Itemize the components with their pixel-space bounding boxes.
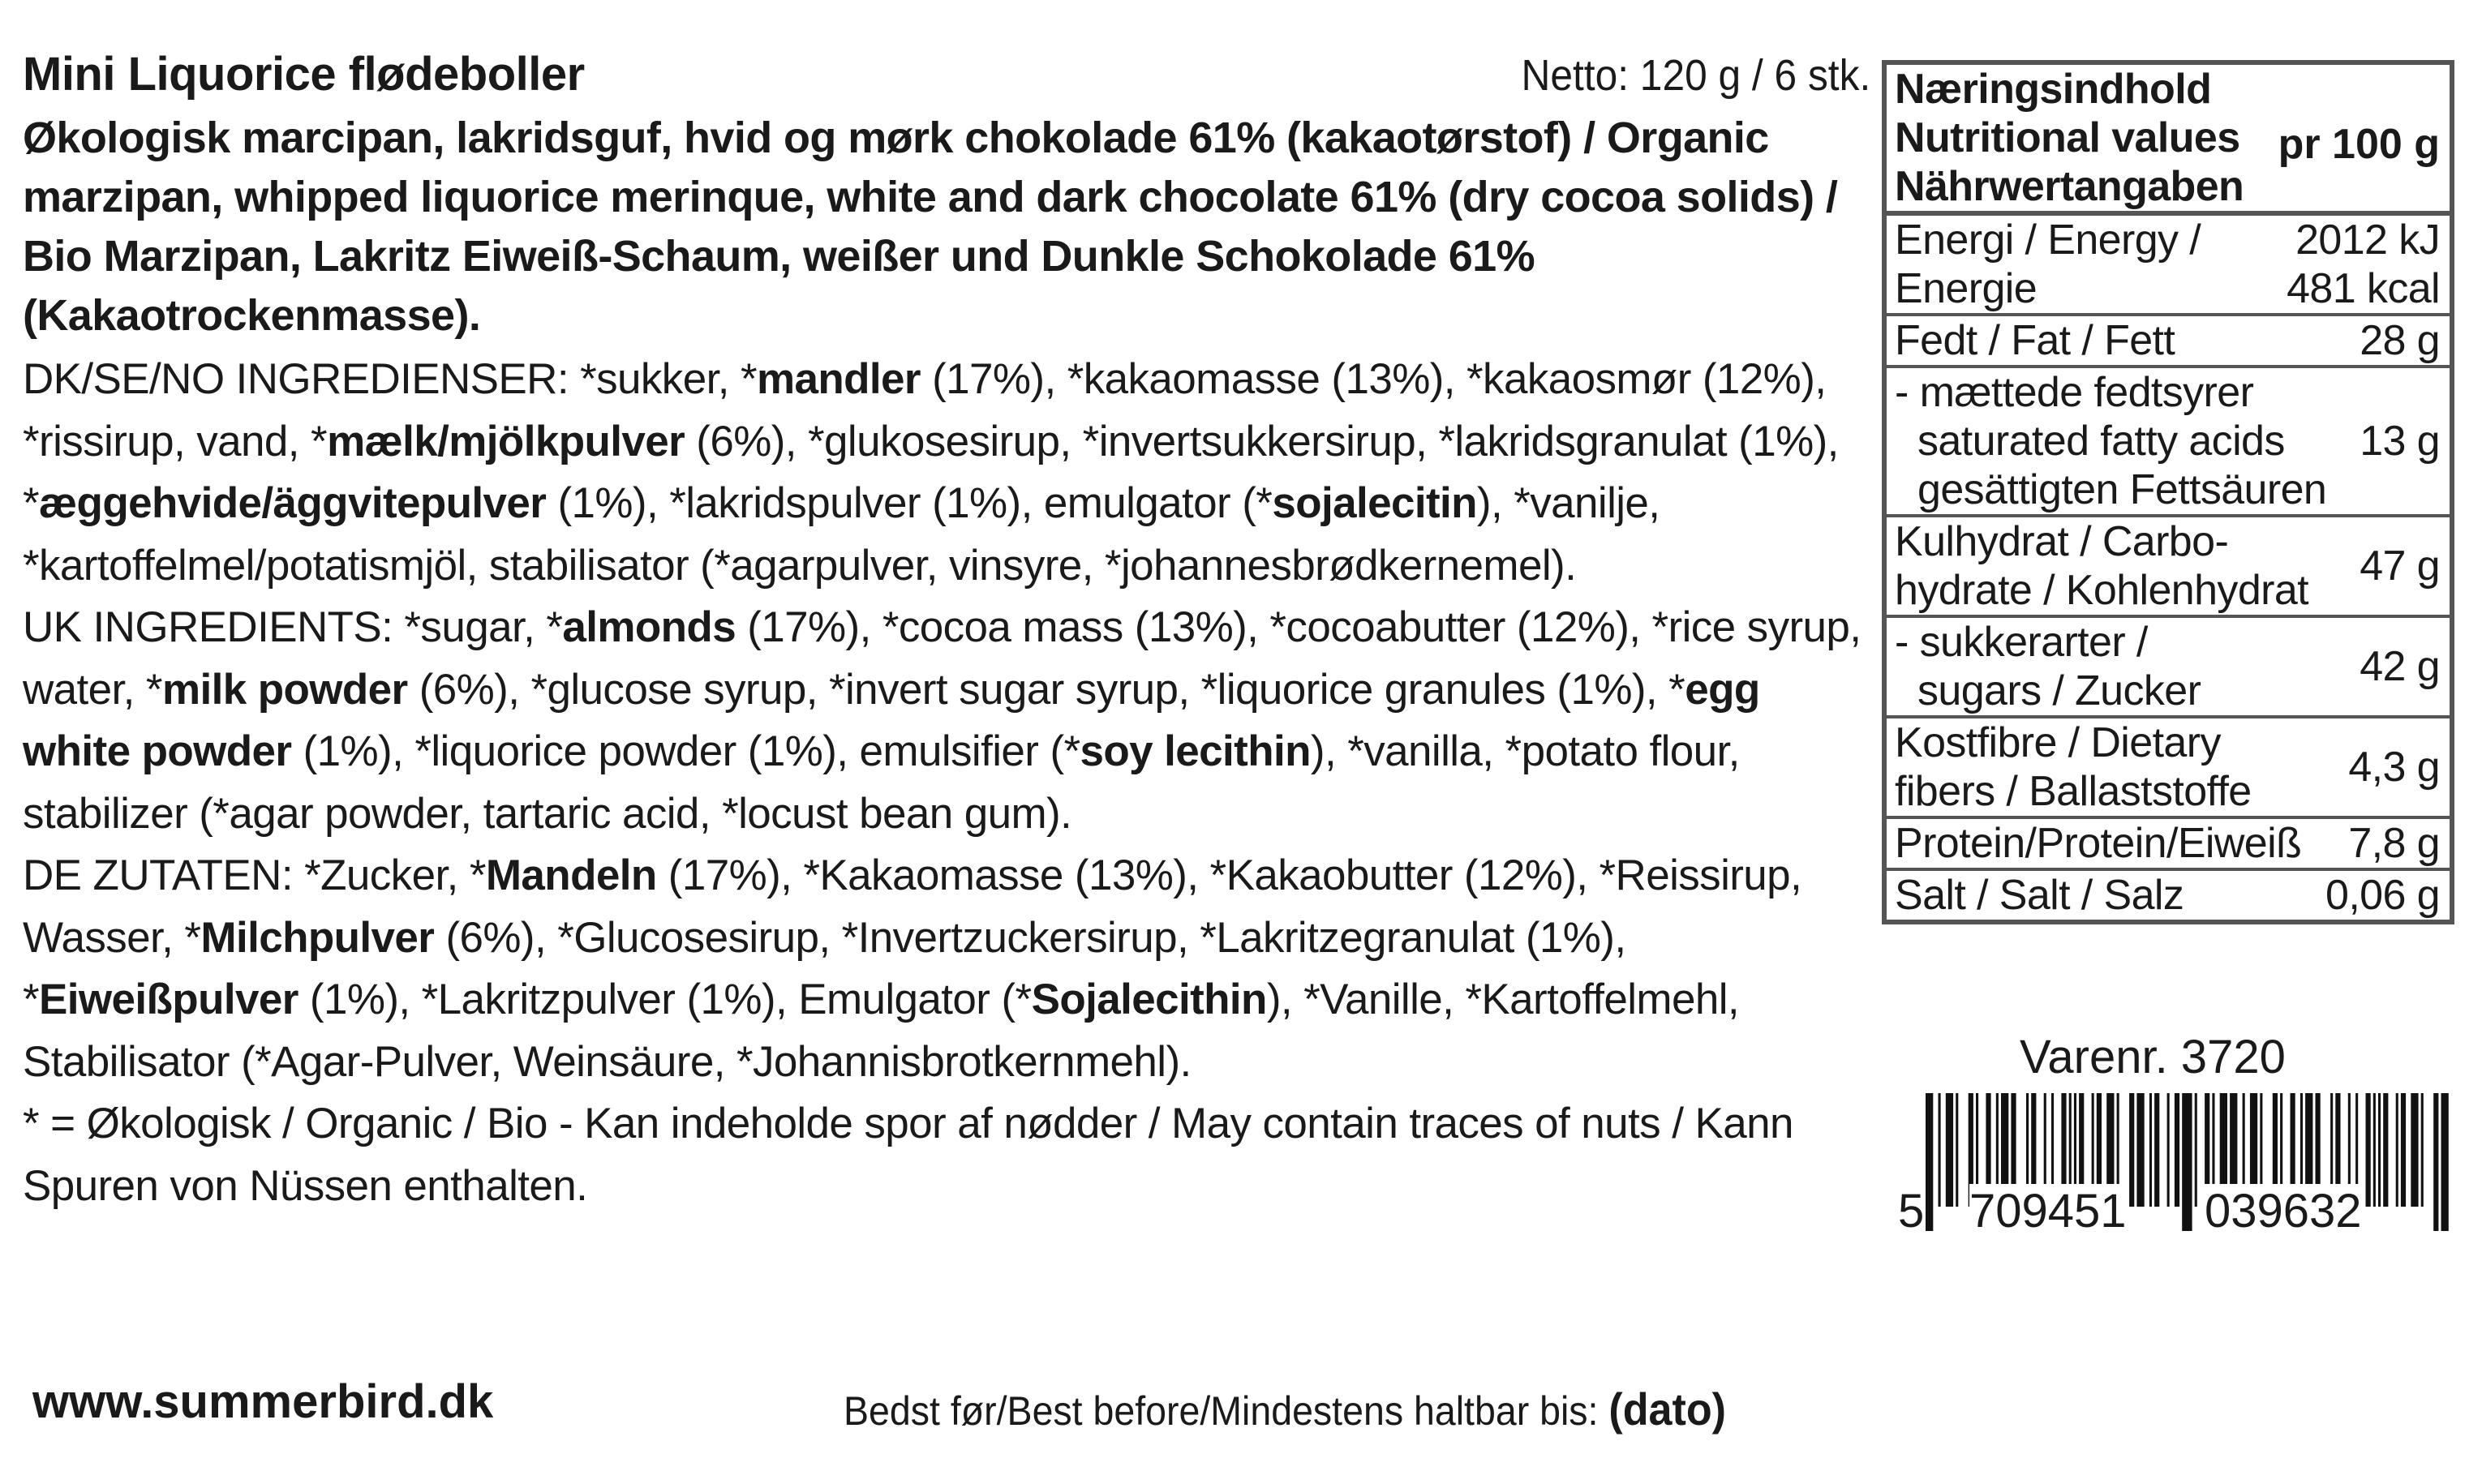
nutrition-row xyxy=(1887,618,2450,718)
nutrition-row-value: 4,3 g xyxy=(2348,744,2440,791)
item-number: Varenr. 3720 xyxy=(2020,1031,2286,1083)
best-before-value: (dato) xyxy=(1608,1383,1727,1435)
barcode-bar xyxy=(1956,1093,1958,1207)
barcode-bar xyxy=(2366,1093,2371,1207)
ingredients-block xyxy=(23,349,1864,1217)
best-before xyxy=(844,1383,1726,1435)
allergen-term: mælk/mjölkpulver xyxy=(327,417,685,465)
nutrition-row-label: Salt / Salt / Salz xyxy=(1895,872,2184,919)
nutrition-table-header xyxy=(1887,65,2450,216)
barcode-bar xyxy=(2441,1093,2449,1231)
barcode-bar xyxy=(2195,1093,2197,1207)
barcode-bar xyxy=(2433,1093,2438,1231)
website-link[interactable]: www.summerbird.dk xyxy=(32,1375,494,1428)
nutrition-row-label: - sukkerarter / xyxy=(1895,619,2148,666)
allergen-term: milk powder xyxy=(161,665,408,714)
barcode-bar xyxy=(2136,1093,2144,1207)
allergen-term: Mandeln xyxy=(485,851,657,899)
barcode-bar xyxy=(2401,1093,2406,1207)
barcode-bar xyxy=(2149,1093,2152,1207)
allergen-footnote: * = Økologisk / Organic / Bio - Kan indeholde spor af nødder / May contain traces of nuts / Kann Spuren von Nüssen enthalten. xyxy=(23,1100,1793,1210)
nutrition-row-label: saturated fatty acids xyxy=(1917,418,2285,465)
allergen-term: Sojalecithin xyxy=(1031,976,1267,1023)
ingredients-de: DE ZUTATEN: *Zucker, *Mandeln (17%), *Kakaomasse (13%), *Kakaobutter (12%), *Reissirup, Wasser, *Milchpulver (6%), *Glucosesirup, *Invertzuckersirup, *Lakritzegranulat (1%), *Eiweißpulver (1%), *Lakritzpulver (1%), Emulgator (*Sojalecithin), *Vanille, *Kartoffelmehl, Stabilisator (*Agar-Pulver, Weinsäure, *Johannisbrotkernmehl). xyxy=(23,851,1802,1086)
nutrition-row-label: Protein/Protein/Eiweiß xyxy=(1895,820,2302,867)
nutrition-row-label: Kulhydrat / Carbo- xyxy=(1895,518,2229,565)
barcode-bar xyxy=(2167,1093,2170,1207)
nutrition-row xyxy=(1887,517,2450,618)
barcode-bar xyxy=(2129,1093,2134,1207)
nutrition-row-value: 481 kcal xyxy=(2287,265,2440,312)
barcode-digits-right: 039632 xyxy=(2205,1185,2362,1237)
nutrition-row-value: 7,8 g xyxy=(2348,820,2440,867)
allergen-term: soy lecithin xyxy=(1080,727,1311,775)
nutrition-table xyxy=(1882,60,2454,924)
nutrition-row-label: sugars / Zucker xyxy=(1917,667,2201,714)
nutrition-row xyxy=(1887,871,2450,920)
nutrition-row-label: hydrate / Kohlenhydrat xyxy=(1895,567,2309,614)
nutrition-row xyxy=(1887,819,2450,871)
nutrition-heading-en: Nutritional values xyxy=(1895,114,2240,161)
label-text-area xyxy=(23,47,1870,1217)
nutrition-row-label: Kostfibre / Dietary xyxy=(1895,719,2221,766)
allergen-term: egg white powder xyxy=(23,665,1760,775)
nutrition-row xyxy=(1887,718,2450,819)
barcode-digit-first: 5 xyxy=(1898,1185,1925,1237)
allergen-term: Milchpulver xyxy=(200,913,435,962)
net-weight: Netto: 120 g / 6 stk. xyxy=(1521,51,1870,100)
nutrition-row-label: - mættede fedtsyrer xyxy=(1895,369,2254,416)
product-title: Mini Liquorice flødeboller xyxy=(23,48,585,101)
nutrition-row-label: Energie xyxy=(1895,265,2038,312)
allergen-term: æggehvide/äggvitepulver xyxy=(39,479,547,527)
barcode-bar xyxy=(1946,1093,1953,1207)
barcode-bar xyxy=(2396,1093,2398,1207)
barcode-bar xyxy=(2175,1093,2179,1207)
nutrition-heading-da: Næringsindhold xyxy=(1895,66,2212,113)
barcode-bar xyxy=(2378,1093,2381,1207)
allergen-term: mandler xyxy=(756,355,921,403)
barcode-bar xyxy=(2383,1093,2388,1207)
allergen-term: sojalecitin xyxy=(1272,479,1477,527)
nutrition-row xyxy=(1887,216,2450,316)
title-row xyxy=(23,47,1870,107)
nutrition-row-label: gesättigten Fettsäuren xyxy=(1917,466,2327,513)
barcode-bar xyxy=(2373,1093,2376,1207)
nutrition-per-100g: pr 100 g xyxy=(2278,121,2440,168)
nutrition-row-value: 47 g xyxy=(2360,543,2440,590)
nutrition-heading-de: Nährwertangaben xyxy=(1895,163,2244,210)
barcode-bar xyxy=(2421,1093,2424,1207)
nutrition-row xyxy=(1887,368,2450,517)
nutrition-row xyxy=(1887,316,2450,368)
barcode-bar xyxy=(2154,1093,2159,1207)
barcode-bar xyxy=(1939,1093,1941,1207)
nutrition-row-value: 42 g xyxy=(2360,643,2440,690)
ingredients-dk: DK/SE/NO INGREDIENSER: *sukker, *mandler (17%), *kakaomasse (13%), *kakaosmør (12%), *rissirup, vand, *mælk/mjölkpulver (6%), *glukosesirup, *invertsukkersirup, *lakridsgranulat (1%), *æggehvide/äggvitepulver (1%), *lakridspulver (1%), emulgator (*sojalecitin), *vanilje, *kartoffelmel/potatismjöl, stabilisator (*agarpulver, vinsyre, *johannesbrødkernemel). xyxy=(23,355,1839,590)
nutrition-row-value: 28 g xyxy=(2360,317,2440,364)
best-before-label: Bedst før/Best before/Mindestens haltbar bis: xyxy=(844,1388,1609,1434)
nutrition-row-label: Fedt / Fat / Fett xyxy=(1895,317,2175,364)
barcode-bar xyxy=(2411,1093,2418,1207)
allergen-term: almonds xyxy=(562,603,736,651)
nutrition-row-label: fibers / Ballaststoffe xyxy=(1895,768,2252,815)
ingredients-uk: UK INGREDIENTS: *sugar, *almonds (17%), *cocoa mass (13%), *cocoabutter (12%), *rice syrup, water, *milk powder (6%), *glucose syrup, *invert sugar syrup, *liquorice granules (1%), *egg white powder (1%), *liquorice powder (1%), emulsifier (*soy lecithin), *vanilla, *potato flour, stabilizer (*agar powder, tartaric acid, *locust bean gum). xyxy=(23,603,1862,838)
nutrition-row-value: 0,06 g xyxy=(2325,872,2440,919)
nutrition-row-label: Energi / Energy / xyxy=(1895,217,2201,264)
allergen-term: Eiweißpulver xyxy=(39,976,298,1023)
nutrition-row-value: 13 g xyxy=(2360,418,2440,465)
nutrition-rows xyxy=(1887,216,2450,920)
product-description: Økologisk marcipan, lakridsguf, hvid og mørk chokolade 61% (kakaotørstof) / Organic marzipan, whipped liquorice merinque, white and dark chocolate 61% (dry cocoa solids) / Bio Marzipan, Lakritz Eiweiß-Schaum, weißer und Dunkle Schokolade 61% (Kakaotrockenmasse). xyxy=(23,114,1838,340)
nutrition-row-value: 2012 kJ xyxy=(2295,217,2440,264)
barcode-bar xyxy=(1926,1093,1933,1231)
barcode-digits-left: 709451 xyxy=(1969,1185,2127,1237)
barcode-bar xyxy=(2182,1093,2192,1231)
